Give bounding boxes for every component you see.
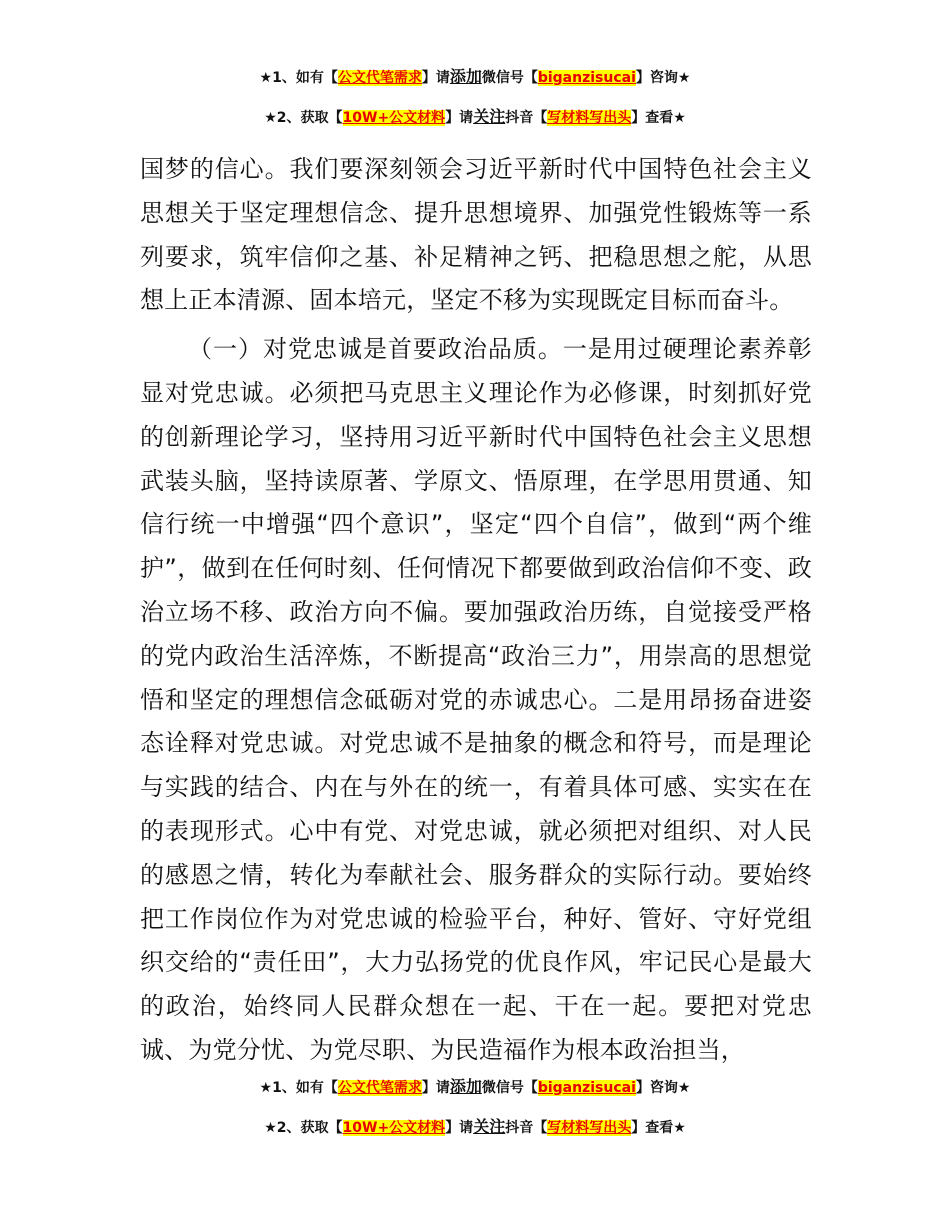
header-banner-line-1	[0, 66, 950, 89]
banner-text: ★1、如有【	[259, 1080, 338, 1096]
banner-text: 微信号【	[481, 70, 538, 86]
banner-highlight: 公文代笔需求	[337, 1080, 422, 1096]
banner-text: ★2、获取【	[264, 1120, 343, 1136]
banner-text: 】咨询★	[635, 70, 691, 86]
banner-text: ★2、获取【	[264, 110, 343, 126]
banner-highlight-douyin-id: 写材料写出头	[547, 110, 632, 126]
banner-highlight-douyin-id: 写材料写出头	[547, 1120, 632, 1136]
banner-text: 】请	[445, 1120, 474, 1136]
banner-emphasis: 添加	[449, 1077, 482, 1096]
banner-highlight: 10W+公文材料	[342, 110, 446, 126]
body-paragraph: 国梦的信心。我们要深刻领会习近平新时代中国特色社会主义思想关于坚定理想信念、提升思想境界、加强党性锻炼等一系列要求，筑牢信仰之基、补足精神之钙、把稳思想之舵，从思想上正本清源、固本培元，坚定不移为实现既定目标而奋斗。	[140, 155, 812, 315]
header-banner-line-2	[0, 106, 950, 129]
banner-text: 】查看★	[631, 110, 686, 126]
banner-emphasis: 添加	[449, 67, 482, 86]
banner-highlight: 公文代笔需求	[337, 70, 422, 86]
banner-text: 】请	[421, 1080, 450, 1096]
banner-text: ★1、如有【	[259, 70, 338, 86]
banner-highlight-wechat-id: biganzisucai	[537, 1080, 636, 1096]
banner-text: 】请	[421, 70, 450, 86]
banner-highlight: 10W+公文材料	[342, 1120, 446, 1136]
document-body	[140, 148, 812, 1073]
banner-text: 】请	[445, 110, 474, 126]
banner-emphasis: 关注	[473, 107, 506, 126]
banner-emphasis: 关注	[473, 1117, 506, 1136]
banner-text: 抖音【	[505, 110, 548, 126]
footer-banner-line-1	[0, 1076, 950, 1099]
banner-text: 】咨询★	[635, 1080, 691, 1096]
banner-highlight-wechat-id: biganzisucai	[537, 70, 636, 86]
footer-banner-line-2	[0, 1116, 950, 1139]
banner-text: 微信号【	[481, 1080, 538, 1096]
body-paragraph: （一）对党忠诚是首要政治品质。一是用过硬理论素养彰显对党忠诚。必须把马克思主义理论作为必修课，时刻抓好党的创新理论学习，坚持用习近平新时代中国特色社会主义思想武装头脑，坚持读原著、学原文、悟原理，在学思用贯通、知信行统一中增强“四个意识”，坚定“四个自信”，做到“两个维护”，做到在任何时刻、任何情况下都要做到政治信仰不变、政治立场不移、政治方向不偏。要加强政治历练，自觉接受严格的党内政治生活淬炼，不断提高“政治三力”，用崇高的思想觉悟和坚定的理想信念砥砺对党的赤诚忠心。二是用昂扬奋进姿态诠释对党忠诚。对党忠诚不是抽象的概念和符号，而是理论与实践的结合、内在与外在的统一，有着具体可感、实实在在的表现形式。心中有党、对党忠诚，就必须把对组织、对人民的感恩之情，转化为奉献社会、服务群众的实际行动。要始终把工作岗位作为对党忠诚的检验平台，种好、管好、守好党组织交给的“责任田”，大力弘扬党的优良作风，牢记民心是最大的政治，始终同人民群众想在一起、干在一起。要把对党忠诚、为党分忧、为党尽职、为民造福作为根本政治担当，	[140, 335, 812, 1064]
banner-text: 抖音【	[505, 1120, 548, 1136]
banner-text: 】查看★	[631, 1120, 686, 1136]
